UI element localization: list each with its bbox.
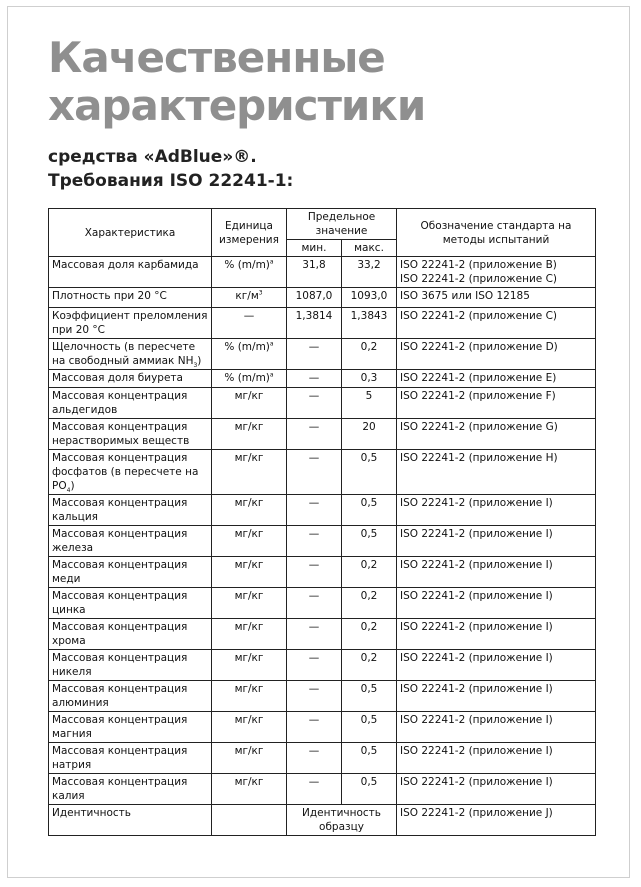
standard-text: ISO 22241-2 (приложение I) <box>400 776 553 788</box>
cell-max: 5 <box>342 388 397 419</box>
cell-max: 0,2 <box>342 619 397 650</box>
table-row <box>49 712 596 743</box>
cell-min: — <box>287 495 342 526</box>
table-row <box>49 308 596 339</box>
table-row <box>49 257 596 288</box>
unit-superscript: 3 <box>258 289 263 297</box>
cell-characteristic <box>49 712 212 743</box>
cell-max: 0,2 <box>342 339 397 370</box>
characteristic-text: Массовая концентрация железа <box>52 528 188 554</box>
cell-standard <box>397 370 596 388</box>
unit-superscript: а <box>269 340 274 348</box>
table-row <box>49 370 596 388</box>
cell-standard <box>397 619 596 650</box>
cell-min: 1087,0 <box>287 288 342 308</box>
subtitle <box>48 145 608 193</box>
cell-min: — <box>287 619 342 650</box>
table-row <box>49 588 596 619</box>
cell-standard <box>397 257 596 288</box>
cell-unit <box>212 388 287 419</box>
cell-min: — <box>287 339 342 370</box>
characteristic-text: Массовая концентрация цинка <box>52 590 188 616</box>
cell-max: 0,5 <box>342 495 397 526</box>
characteristic-text: Массовая концентрация фосфатов (в пересчете на PO <box>52 452 199 492</box>
cell-standard <box>397 419 596 450</box>
characteristic-text: Массовая концентрация альдегидов <box>52 390 188 416</box>
standard-text: ISO 22241-2 (приложение I) <box>400 745 553 757</box>
cell-characteristic <box>49 257 212 288</box>
cell-standard <box>397 650 596 681</box>
cell-max: 1093,0 <box>342 288 397 308</box>
cell-unit <box>212 743 287 774</box>
characteristic-text: Щелочность (в пересчете на свободный аммиак NH <box>52 341 196 367</box>
characteristic-subscript: 4 <box>66 487 71 495</box>
cell-min: — <box>287 388 342 419</box>
characteristic-text: Массовая концентрация калия <box>52 776 188 802</box>
page-title <box>48 34 608 130</box>
unit-text: мг/кг <box>234 745 264 757</box>
standard-text: ISO 22241-2 (приложение F) <box>400 390 556 402</box>
cell-unit <box>212 650 287 681</box>
cell-unit <box>212 526 287 557</box>
cell-characteristic <box>49 619 212 650</box>
unit-text: % (m/m) <box>224 372 270 384</box>
cell-unit <box>212 257 287 288</box>
cell-standard <box>397 526 596 557</box>
cell-characteristic <box>49 370 212 388</box>
cell-min: 1,3814 <box>287 308 342 339</box>
characteristic-subscript: 3 <box>193 362 198 370</box>
cell-min: — <box>287 650 342 681</box>
standard-text: ISO 22241-2 (приложение I) <box>400 621 553 633</box>
cell-unit <box>212 619 287 650</box>
cell-min: — <box>287 774 342 805</box>
characteristic-text: Массовая доля карбамида <box>52 259 199 271</box>
cell-unit <box>212 450 287 495</box>
cell-unit <box>212 588 287 619</box>
unit-text: мг/кг <box>234 452 264 464</box>
characteristic-text: Массовая концентрация меди <box>52 559 188 585</box>
cell-min: — <box>287 450 342 495</box>
cell-min: 31,8 <box>287 257 342 288</box>
cell-characteristic <box>49 650 212 681</box>
cell-unit <box>212 774 287 805</box>
cell-characteristic: Идентичность <box>49 805 212 836</box>
characteristic-tail: ) <box>70 480 75 492</box>
unit-text: мг/кг <box>234 421 264 433</box>
characteristic-text: Массовая концентрация натрия <box>52 745 188 771</box>
table-row <box>49 557 596 588</box>
characteristic-text: Плотность при 20 °C <box>52 290 167 302</box>
table-row <box>49 339 596 370</box>
unit-text: мг/кг <box>234 652 264 664</box>
cell-standard <box>397 388 596 419</box>
standard-text: ISO 22241-2 (приложение H) <box>400 452 558 464</box>
standard-text: ISO 22241-2 (приложение I) <box>400 528 553 540</box>
unit-text: мг/кг <box>234 714 264 726</box>
cell-characteristic <box>49 339 212 370</box>
cell-max: 0,5 <box>342 681 397 712</box>
table-row <box>49 526 596 557</box>
cell-unit <box>212 712 287 743</box>
table-row <box>49 450 596 495</box>
unit-text: — <box>243 310 255 322</box>
cell-characteristic <box>49 743 212 774</box>
specification-table <box>48 208 596 836</box>
cell-standard <box>397 339 596 370</box>
table-row <box>49 388 596 419</box>
cell-max: 33,2 <box>342 257 397 288</box>
cell-standard <box>397 557 596 588</box>
unit-superscript: а <box>269 371 274 379</box>
cell-unit <box>212 339 287 370</box>
characteristic-text: Массовая концентрация кальция <box>52 497 188 523</box>
unit-text: мг/кг <box>234 528 264 540</box>
table-row <box>49 495 596 526</box>
standard-text: ISO 22241-2 (приложение I) <box>400 559 553 571</box>
unit-text: % (m/m) <box>224 341 270 353</box>
standard-text: ISO 22241-2 (приложение I) <box>400 714 553 726</box>
cell-standard: ISO 22241-2 (приложение J) <box>397 805 596 836</box>
characteristic-tail: ) <box>197 355 202 367</box>
table-row <box>49 619 596 650</box>
cell-unit <box>212 288 287 308</box>
standard-text: ISO 22241-2 (приложение I) <box>400 652 553 664</box>
cell-unit <box>212 557 287 588</box>
unit-text: мг/кг <box>234 621 264 633</box>
cell-characteristic <box>49 681 212 712</box>
standard-text: ISO 22241-2 (приложение I) <box>400 683 553 695</box>
unit-text: мг/кг <box>234 390 264 402</box>
cell-min: — <box>287 526 342 557</box>
cell-min: — <box>287 370 342 388</box>
cell-identity-value: Идентичность образцу <box>287 805 397 836</box>
cell-min: — <box>287 419 342 450</box>
cell-characteristic <box>49 495 212 526</box>
cell-standard <box>397 712 596 743</box>
standard-text: ISO 22241-2 (приложение G) <box>400 421 558 433</box>
characteristic-text: Массовая концентрация никеля <box>52 652 188 678</box>
standard-text: ISO 22241-2 (приложение B) <box>400 259 557 271</box>
characteristic-text: Массовая концентрация магния <box>52 714 188 740</box>
standard-text: ISO 3675 или ISO 12185 <box>400 290 530 302</box>
cell-unit <box>212 419 287 450</box>
characteristic-text: Массовая концентрация алюминия <box>52 683 188 709</box>
header-min: мин. <box>287 240 342 257</box>
cell-unit <box>212 308 287 339</box>
cell-characteristic <box>49 526 212 557</box>
cell-characteristic <box>49 450 212 495</box>
cell-standard <box>397 774 596 805</box>
table-header-row <box>49 209 596 240</box>
cell-unit <box>212 370 287 388</box>
cell-max: 1,3843 <box>342 308 397 339</box>
cell-max: 0,5 <box>342 774 397 805</box>
characteristic-text: Коэффициент преломления при 20 °C <box>52 310 208 336</box>
cell-unit <box>212 495 287 526</box>
cell-max: 0,2 <box>342 588 397 619</box>
table-body <box>49 257 596 836</box>
cell-min: — <box>287 557 342 588</box>
header-limit: Предельное значение <box>287 209 397 240</box>
cell-standard <box>397 495 596 526</box>
table-row <box>49 419 596 450</box>
cell-standard <box>397 588 596 619</box>
standard-text: ISO 22241-2 (приложение E) <box>400 372 557 384</box>
standard-text: ISO 22241-2 (приложение I) <box>400 590 553 602</box>
cell-unit <box>212 805 287 836</box>
cell-standard <box>397 450 596 495</box>
characteristic-text: Массовая доля биурета <box>52 372 183 384</box>
cell-max: 0,5 <box>342 743 397 774</box>
characteristic-text: Массовая концентрация хрома <box>52 621 188 647</box>
table-row-identity <box>49 805 596 836</box>
standard-text: ISO 22241-2 (приложение D) <box>400 341 558 353</box>
unit-text: кг/м <box>235 290 259 302</box>
cell-max: 0,5 <box>342 450 397 495</box>
unit-superscript: а <box>269 258 274 266</box>
cell-min: — <box>287 681 342 712</box>
standard-text-2: ISO 22241-2 (приложение C) <box>400 273 558 285</box>
cell-max: 0,5 <box>342 712 397 743</box>
cell-characteristic <box>49 557 212 588</box>
table-row <box>49 681 596 712</box>
cell-min: — <box>287 588 342 619</box>
title-line-1: Качественные <box>48 33 385 82</box>
cell-characteristic <box>49 419 212 450</box>
unit-text: мг/кг <box>234 497 264 509</box>
cell-characteristic <box>49 288 212 308</box>
cell-min: — <box>287 712 342 743</box>
unit-text: мг/кг <box>234 776 264 788</box>
cell-standard <box>397 308 596 339</box>
cell-max: 0,2 <box>342 650 397 681</box>
subtitle-line-2: Требования ISO 22241-1: <box>48 171 294 191</box>
header-standard: Обозначение стандарта на методы испытаний <box>397 209 596 257</box>
standard-text: ISO 22241-2 (приложение I) <box>400 497 553 509</box>
cell-max: 0,3 <box>342 370 397 388</box>
header-unit: Единица измерения <box>212 209 287 257</box>
cell-max: 0,5 <box>342 526 397 557</box>
table-row <box>49 774 596 805</box>
unit-text: мг/кг <box>234 559 264 571</box>
cell-characteristic <box>49 388 212 419</box>
cell-max: 0,2 <box>342 557 397 588</box>
cell-standard <box>397 681 596 712</box>
cell-min: — <box>287 743 342 774</box>
unit-text: мг/кг <box>234 683 264 695</box>
cell-max: 20 <box>342 419 397 450</box>
unit-text: % (m/m) <box>224 259 270 271</box>
cell-standard <box>397 743 596 774</box>
cell-unit <box>212 681 287 712</box>
cell-characteristic <box>49 588 212 619</box>
unit-text: мг/кг <box>234 590 264 602</box>
table-row <box>49 743 596 774</box>
cell-characteristic <box>49 774 212 805</box>
table-row <box>49 288 596 308</box>
header-characteristic: Характеристика <box>49 209 212 257</box>
standard-text: ISO 22241-2 (приложение C) <box>400 310 558 322</box>
subtitle-line-1: средства «AdBlue»®. <box>48 147 257 167</box>
table-row <box>49 650 596 681</box>
characteristic-text: Массовая концентрация нерастворимых веществ <box>52 421 190 447</box>
cell-standard <box>397 288 596 308</box>
cell-characteristic <box>49 308 212 339</box>
title-line-2: характеристики <box>48 81 426 130</box>
header-max: макс. <box>342 240 397 257</box>
